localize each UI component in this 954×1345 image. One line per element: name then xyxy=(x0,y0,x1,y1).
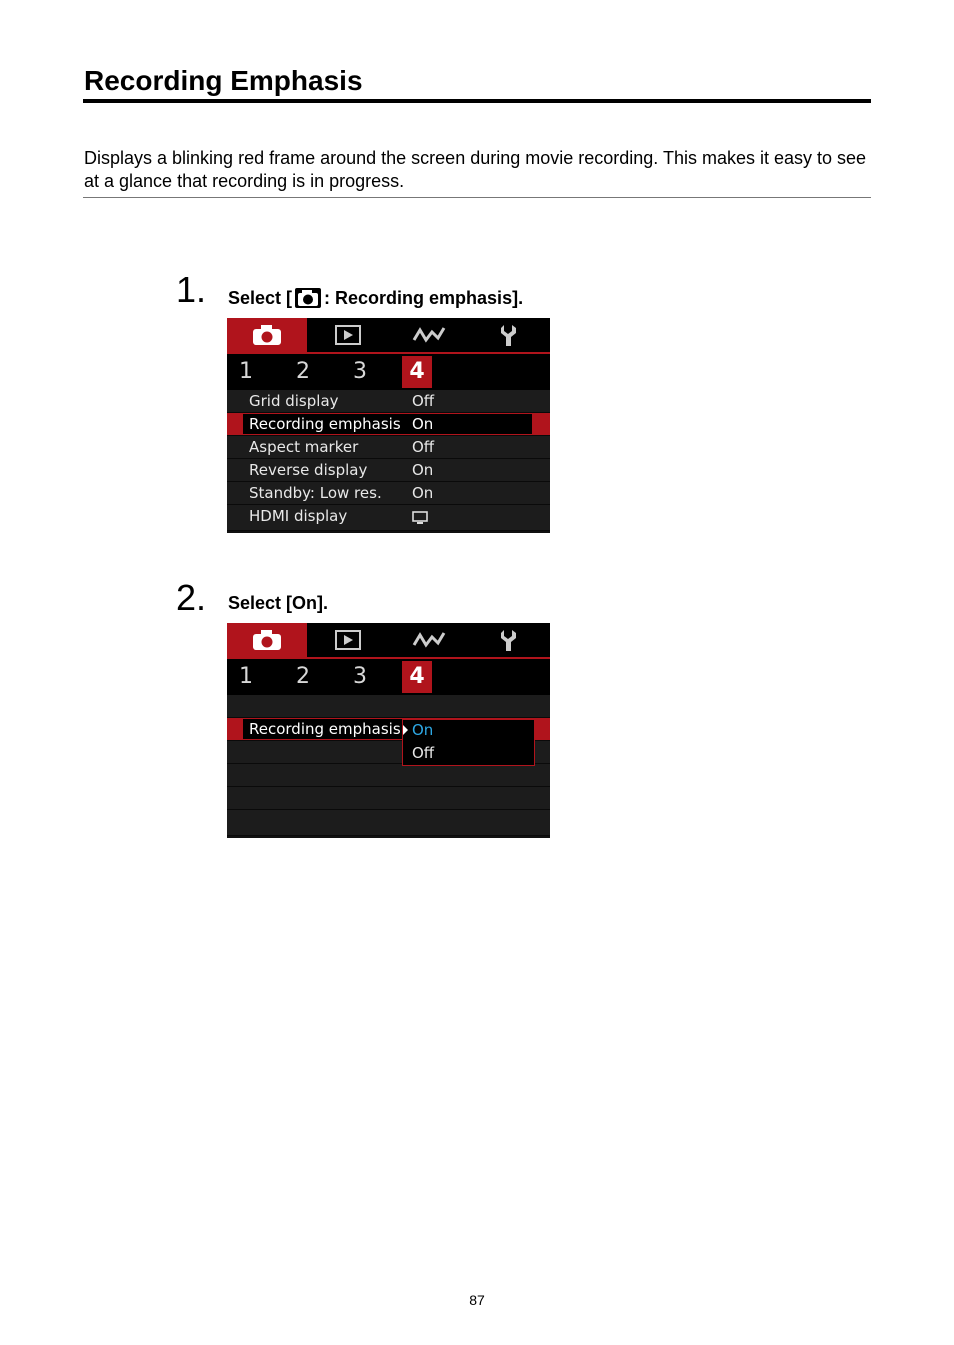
menu-page-number-active: 4 xyxy=(402,356,432,388)
menu-item-reverse-display xyxy=(227,459,550,482)
menu-page-number: 1 xyxy=(239,664,253,689)
page-number: 87 xyxy=(469,1292,485,1308)
custom-functions-icon xyxy=(411,324,447,346)
menu-page-number: 1 xyxy=(239,359,253,384)
title-underline xyxy=(83,99,871,103)
playback-icon xyxy=(334,629,362,651)
menu-item-label: Grid display xyxy=(249,392,339,410)
wrench-icon xyxy=(499,323,521,347)
menu-page-number-active: 4 xyxy=(402,661,432,693)
wrench-icon xyxy=(499,628,521,652)
menu-item-standby-low-res xyxy=(227,482,550,505)
tab-custom-functions xyxy=(388,623,469,657)
divider xyxy=(83,197,871,198)
camera-menu-screenshot xyxy=(227,623,550,838)
menu-item-label: Recording emphasis xyxy=(249,415,401,433)
menu-tab-row xyxy=(227,623,550,659)
menu-item-label: HDMI display xyxy=(249,507,348,525)
menu-row-empty xyxy=(227,764,550,787)
tab-custom-functions xyxy=(388,318,469,352)
tab-setup xyxy=(469,318,550,352)
option-on: On xyxy=(412,721,434,739)
menu-page-number: 3 xyxy=(353,664,367,689)
menu-item-value: On xyxy=(412,415,434,433)
step-instruction xyxy=(228,287,523,309)
option-off: Off xyxy=(412,744,435,762)
tab-shooting xyxy=(227,318,307,352)
tab-shooting xyxy=(227,623,307,657)
menu-item-value: Off xyxy=(412,392,435,410)
intro-paragraph: Displays a blinking red frame around the screen during movie recording. This makes it easy to see at a glance that recording is in progress. xyxy=(84,148,867,191)
tab-playback xyxy=(307,318,388,352)
menu-tab-row xyxy=(227,318,550,354)
menu-item-label: Standby: Low res. xyxy=(249,484,382,502)
menu-item-aspect-marker xyxy=(227,436,550,459)
menu-item-value: On xyxy=(412,461,434,479)
custom-functions-icon xyxy=(411,629,447,651)
menu-page-numbers xyxy=(227,659,550,695)
playback-icon xyxy=(334,324,362,346)
menu-page-number: 3 xyxy=(353,359,367,384)
camera-icon xyxy=(251,324,283,346)
step-number: 2. xyxy=(176,577,207,618)
menu-row-empty xyxy=(227,810,550,836)
menu-item-value: Off xyxy=(412,438,435,456)
camera-icon xyxy=(251,629,283,651)
step-instruction: Select [On]. xyxy=(228,593,329,613)
step-text-after: : Recording emphasis]. xyxy=(324,288,524,308)
menu-item-label: Reverse display xyxy=(249,461,368,479)
monitor-icon xyxy=(412,509,428,531)
menu-item-value: On xyxy=(412,484,434,502)
page-title: Recording Emphasis xyxy=(84,65,363,96)
tab-setup xyxy=(469,623,550,657)
menu-page-number: 2 xyxy=(296,664,310,689)
menu-row-empty xyxy=(227,787,550,810)
selection-arrow-icon xyxy=(403,725,408,735)
menu-item-grid-display xyxy=(227,390,550,413)
menu-item-hdmi-display xyxy=(227,505,550,531)
menu-item-recording-emphasis xyxy=(227,413,550,436)
camera-icon xyxy=(294,288,322,308)
step-number: 1. xyxy=(176,269,207,310)
camera-menu-screenshot xyxy=(227,318,550,533)
menu-row-empty xyxy=(227,695,550,718)
menu-item-label: Aspect marker xyxy=(249,438,359,456)
menu-item-label: Recording emphasis xyxy=(249,720,401,738)
tab-playback xyxy=(307,623,388,657)
step-text-before: Select [ xyxy=(228,288,293,308)
menu-page-number: 2 xyxy=(296,359,310,384)
menu-page-numbers xyxy=(227,354,550,390)
